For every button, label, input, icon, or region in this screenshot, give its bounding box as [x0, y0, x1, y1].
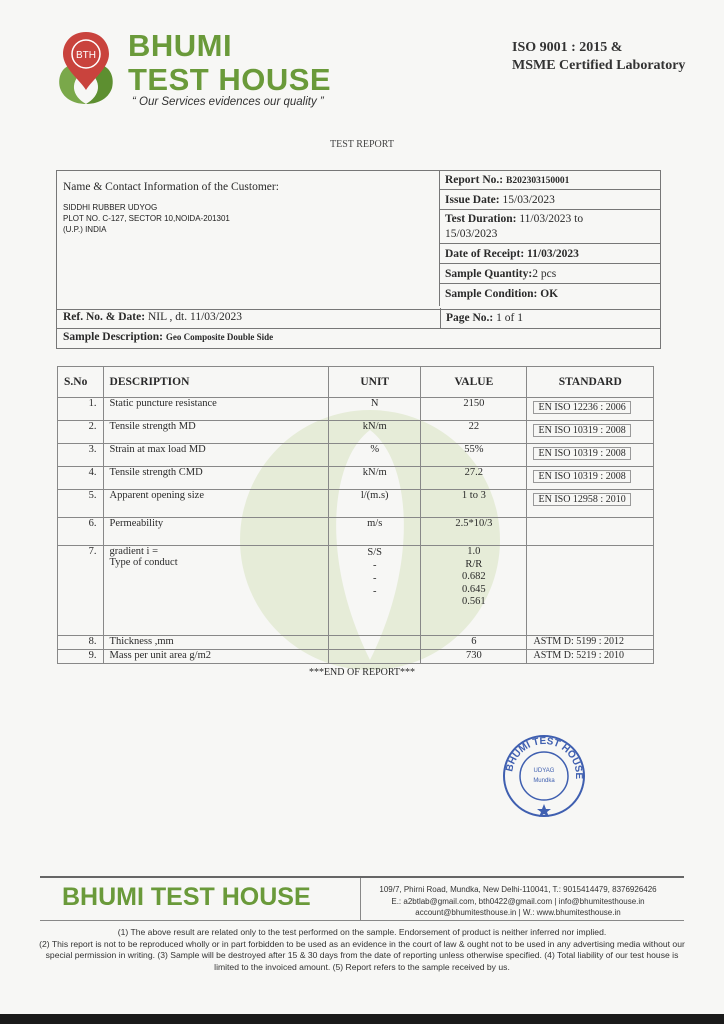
issue-date-cell: Issue Date: 15/03/2023	[440, 190, 661, 210]
footer-vertical-divider	[360, 878, 361, 920]
table-row: 8. Thickness ,mm 6 ASTM D: 5199 : 2012	[58, 636, 654, 650]
header-sno: S.No	[58, 367, 104, 398]
customer-address: PLOT NO. C-127, SECTOR 10,NOIDA-201301	[63, 214, 230, 223]
footer-divider	[40, 876, 684, 878]
footer-brand: BHUMI TEST HOUSE	[62, 883, 311, 911]
header-standard: STANDARD	[527, 367, 654, 398]
footer-web: account@bhumitesthouse.in | W.: www.bhumitesthouse.in	[415, 908, 621, 917]
report-info-grid	[439, 170, 661, 306]
table-row: 4. Tensile strength CMD kN/m 27.2 EN ISO 10319 : 2008	[58, 467, 654, 490]
header-unit: UNIT	[329, 367, 421, 398]
report-no-cell: Report No.: B202303150001	[440, 170, 661, 190]
logo-text: BTH	[76, 50, 96, 61]
sample-description: Geo Composite Double Side	[165, 332, 274, 342]
footer-address: 109/7, Phirni Road, Mundka, New Delhi-110041, T.: 9015414479, 8376926426	[379, 885, 657, 894]
certification-line-2: MSME Certified Laboratory	[512, 58, 686, 73]
footer-divider-bottom	[40, 920, 684, 921]
sample-quantity-cell: Sample Quantity:2 pcs	[440, 264, 661, 284]
reference-value: NIL , dt. 11/03/2023	[147, 311, 242, 323]
date-of-receipt-cell: Date of Receipt: 11/03/2023	[440, 244, 661, 264]
footer-notes	[36, 927, 688, 973]
header-value: VALUE	[421, 367, 527, 398]
certification-line-1: ISO 9001 : 2015 &	[512, 40, 623, 55]
footer-note-2: (2) This report is not to be reproduced wholly or in part forbidden to be used as an evidence in the court of law & ought not to be used in any advertising media without our special permission in writing. (3) Sample will be destroyed after 15 & 30 days from the date of reporting unless otherwise specified. (4) Total liability of our test house is limited to the invoiced amount. (5) Report refers to the sample received by us.	[39, 938, 685, 972]
footer-emails: E.: a2btlab@gmail.com, bth0422@gmail.com | info@bhumitesthouse.in	[391, 897, 645, 906]
table-header-row	[58, 367, 654, 398]
customer-name: SIDDHI RUBBER UDYOG	[63, 203, 158, 212]
bth-logo-icon	[50, 28, 122, 106]
page-number-cell: Page No.: 1 of 1	[440, 308, 659, 328]
company-stamp-icon	[500, 732, 588, 820]
sample-description-row: Sample Description: Geo Composite Double Side	[56, 328, 661, 349]
svg-text:BHUMI TEST HOUSE: BHUMI TEST HOUSE	[504, 735, 585, 780]
sample-condition-cell: Sample Condition: OK	[445, 288, 559, 300]
reference-row: Ref. No. & Date: NIL , dt. 11/03/2023 Page No.: 1 of 1	[56, 308, 661, 329]
scan-bottom-edge	[0, 1014, 724, 1024]
results-table	[57, 366, 654, 664]
brand-line-1: BHUMI	[128, 28, 233, 63]
table-row: 5. Apparent opening size l/(m.s) 1 to 3 EN ISO 12958 : 2010	[58, 490, 654, 518]
end-of-report: ***END OF REPORT***	[308, 667, 416, 678]
brand-line-2: TEST HOUSE	[128, 62, 332, 97]
table-row-gradient: 7. gradient i = Type of conduct S/S - - - 1.0 R/R 0.682 0.645 0.561	[58, 546, 654, 636]
test-duration-cell: Test Duration: 11/03/2023 to 15/03/2023	[440, 210, 661, 244]
footer-note-1: (1) The above result are related only to the test performed on the sample. Endorsement of product is neither inferred nor implied.	[117, 927, 607, 937]
table-row: 2. Tensile strength MD kN/m 22 EN ISO 10319 : 2008	[58, 421, 654, 444]
table-row: 3. Strain at max load MD % 55% EN ISO 10319 : 2008	[58, 444, 654, 467]
report-title: TEST REPORT	[330, 139, 394, 150]
table-row: 1. Static puncture resistance N 2150 EN ISO 12236 : 2006	[58, 398, 654, 421]
header-description: DESCRIPTION	[103, 367, 329, 398]
svg-text:Mundka: Mundka	[533, 778, 555, 784]
tagline: “ Our Services evidences our quality ”	[132, 96, 324, 108]
customer-label: Name & Contact Information of the Customer:	[63, 181, 279, 193]
table-row: 9. Mass per unit area g/m2 730 ASTM D: 5219 : 2010	[58, 650, 654, 664]
table-row: 6. Permeability m/s 2.5*10/3	[58, 518, 654, 546]
issue-date: 15/03/2023	[502, 194, 555, 206]
customer-country: (U.P.) INDIA	[63, 225, 107, 234]
svg-text:UDYAG: UDYAG	[533, 768, 555, 774]
report-no: B202303150001	[506, 176, 570, 186]
